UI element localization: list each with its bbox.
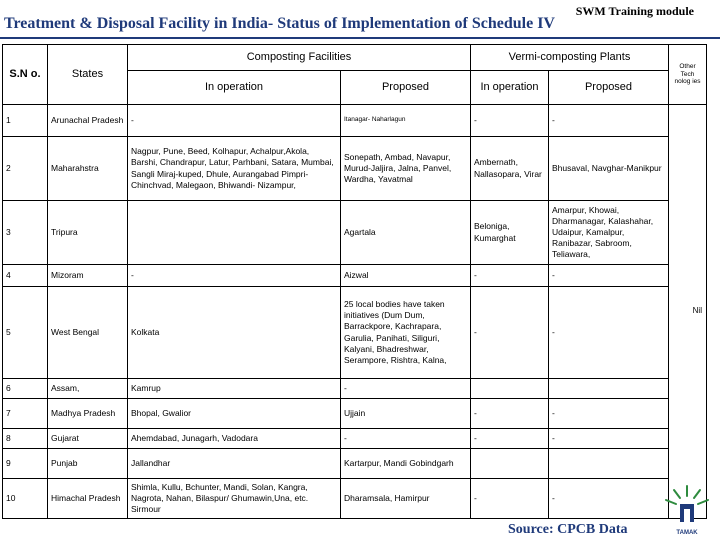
row-composting-proposed: - — [341, 429, 471, 449]
vermi-header: Vermi-composting Plants — [471, 45, 669, 71]
row-composting-proposed: Kartarpur, Mandi Gobindgarh — [341, 449, 471, 479]
composting-proposed-header: Proposed — [341, 71, 471, 105]
table-row — [3, 105, 707, 137]
row-composting-op: Jallandhar — [128, 449, 341, 479]
row-sn: 8 — [3, 429, 48, 449]
row-vermi-proposed — [549, 379, 669, 399]
table-row — [3, 287, 707, 379]
row-composting-proposed: Agartala — [341, 201, 471, 265]
row-vermi-op: Ambernath, Nallasopara, Virar — [471, 137, 549, 201]
row-state: Mizoram — [48, 265, 128, 287]
row-composting-op: - — [128, 105, 341, 137]
row-composting-proposed: Ujjain — [341, 399, 471, 429]
row-state: Madhya Pradesh — [48, 399, 128, 429]
row-composting-op: Ahemdabad, Junagarh, Vadodara — [128, 429, 341, 449]
row-vermi-op: Beloniga, Kumarghat — [471, 201, 549, 265]
vermi-proposed-header: Proposed — [549, 71, 669, 105]
table-row — [3, 449, 707, 479]
row-vermi-proposed: - — [549, 287, 669, 379]
status-table — [2, 44, 707, 519]
row-state: Punjab — [48, 449, 128, 479]
row-state: Arunachal Pradesh — [48, 105, 128, 137]
table-row — [3, 265, 707, 287]
organization-logo — [656, 482, 718, 538]
row-sn: 9 — [3, 449, 48, 479]
row-state: Maharahstra — [48, 137, 128, 201]
row-vermi-proposed — [549, 449, 669, 479]
row-state: Assam, — [48, 379, 128, 399]
title-underline — [0, 37, 720, 39]
row-state: Gujarat — [48, 429, 128, 449]
row-state: Tripura — [48, 201, 128, 265]
row-vermi-proposed: - — [549, 429, 669, 449]
vermi-in-operation-header: In operation — [471, 71, 549, 105]
row-sn: 4 — [3, 265, 48, 287]
row-sn: 10 — [3, 479, 48, 519]
source-caption: Source: CPCB Data — [508, 522, 628, 537]
module-label: SWM Training module — [575, 4, 694, 18]
row-composting-op: Bhopal, Gwalior — [128, 399, 341, 429]
row-state: Himachal Pradesh — [48, 479, 128, 519]
composting-in-operation-header: In operation — [128, 71, 341, 105]
row-vermi-op: - — [471, 265, 549, 287]
table-row — [3, 479, 707, 519]
row-state: West Bengal — [48, 287, 128, 379]
table-row — [3, 429, 707, 449]
other-tech-value: Nil — [669, 105, 707, 519]
row-composting-proposed: Dharamsala, Hamirpur — [341, 479, 471, 519]
states-header: States — [48, 45, 128, 105]
row-composting-op: Shimla, Kullu, Bchunter, Mandi, Solan, Kangra, Nagrota, Nahan, Bilaspur/ Ghumawin,Una, etc. Sirmour — [128, 479, 341, 519]
row-composting-proposed: Aizwal — [341, 265, 471, 287]
page-title: Treatment & Disposal Facility in India- Status of Implementation of Schedule IV — [4, 15, 555, 32]
row-vermi-proposed: Bhusaval, Navghar-Manikpur — [549, 137, 669, 201]
other-tech-header: Other Tech nolog ies — [669, 45, 707, 105]
row-vermi-op: - — [471, 399, 549, 429]
table-row — [3, 399, 707, 429]
row-sn: 3 — [3, 201, 48, 265]
row-vermi-proposed: - — [549, 479, 669, 519]
row-vermi-op: - — [471, 287, 549, 379]
table-row — [3, 201, 707, 265]
row-sn: 2 — [3, 137, 48, 201]
row-composting-op — [128, 201, 341, 265]
row-composting-proposed: Sonepath, Ambad, Navapur, Murud-Jaljira, Jalna, Panvel, Wardha, Yavatmal — [341, 137, 471, 201]
row-vermi-op — [471, 379, 549, 399]
row-composting-proposed: 25 local bodies have taken initiatives (Dum Dum, Barrackpore, Kachrapara, Garulia, Panihati, Siliguri, Kalyani, Bhadreshwar, Serampore, Rishtra, Kalna, — [341, 287, 471, 379]
svg-text:TAMAK: TAMAK — [676, 530, 698, 536]
sn-header: S.N o. — [3, 45, 48, 105]
row-composting-proposed: Itanagar- Naharlagun — [341, 105, 471, 137]
row-vermi-op: - — [471, 479, 549, 519]
row-composting-proposed: - — [341, 379, 471, 399]
row-sn: 1 — [3, 105, 48, 137]
row-vermi-op — [471, 449, 549, 479]
row-vermi-proposed: Amarpur, Khowai, Dharmanagar, Kalashahar, Udaipur, Kamalpur, Ranibazar, Sabroom, Teliawara, — [549, 201, 669, 265]
row-vermi-proposed: - — [549, 265, 669, 287]
table-row — [3, 137, 707, 201]
row-sn: 5 — [3, 287, 48, 379]
row-vermi-op: - — [471, 105, 549, 137]
row-vermi-proposed: - — [549, 399, 669, 429]
row-composting-op: Kamrup — [128, 379, 341, 399]
row-composting-op: Kolkata — [128, 287, 341, 379]
row-sn: 7 — [3, 399, 48, 429]
row-composting-op: - — [128, 265, 341, 287]
table-row — [3, 379, 707, 399]
row-composting-op: Nagpur, Pune, Beed, Kolhapur, Achalpur,Akola, Barshi, Chandrapur, Latur, Parhbani, Satara, Mumbai, Sangli Miraj-kuped, Dhule, Aurangabad Pimpri-Chinchvad, Malegaon, Bhiwandi- Nizampur, — [128, 137, 341, 201]
row-vermi-op: - — [471, 429, 549, 449]
row-vermi-proposed: - — [549, 105, 669, 137]
row-sn: 6 — [3, 379, 48, 399]
composting-header: Composting Facilities — [128, 45, 471, 71]
